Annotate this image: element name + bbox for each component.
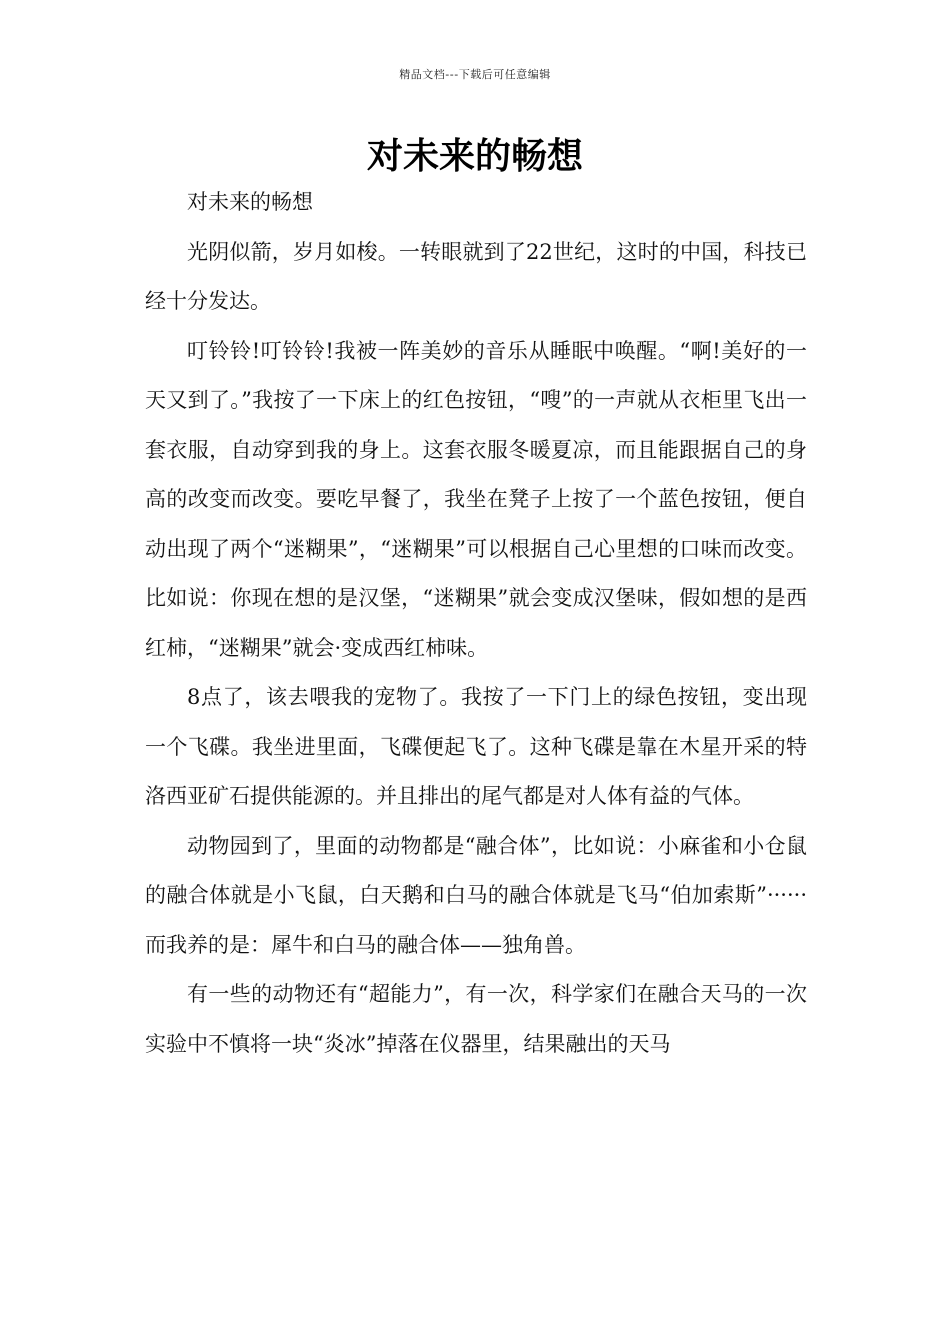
document-title: 对未来的畅想: [366, 136, 583, 177]
paragraph: 对未来的畅想: [187, 190, 313, 214]
paragraph: 8点了，该去喂我的宠物了。我按了一下门上的绿色按钮，变出现一个飞碟。我坐进里面，飞碟便起飞了。这种飞碟是靠在木星开采的特洛西亚矿石提供能源的。并且排出的尾气都是对人体有益的气体。: [145, 685, 807, 808]
paragraph: 叮铃铃!叮铃铃!我被一阵美妙的音乐从睡眠中唤醒。“啊!美好的一天又到了。”我按了一下床上的红色按钮，“嗖”的一声就从衣柜里飞出一套衣服，自动穿到我的身上。这套衣服冬暖夏凉，而且能跟据自己的身高的改变而改变。要吃早餐了，我坐在凳子上按了一个蓝色按钮，便自动出现了两个“迷糊果”，“迷糊果”可以根据自己心里想的口味而改变。比如说：你现在想的是汉堡，“迷糊果”就会变成汉堡味，假如想的是西红柿，“迷糊果”就会·变成西红柿味。: [145, 338, 807, 660]
document-body: [145, 178, 807, 1069]
header-note: 精品文档---下载后可任意编辑: [399, 68, 551, 81]
paragraph: 动物园到了，里面的动物都是“融合体”，比如说：小麻雀和小仓鼠的融合体就是小飞鼠，白天鹅和白马的融合体就是飞马“伯加索斯”······而我养的是：犀牛和白马的融合体——独角兽。: [145, 833, 807, 957]
paragraph: 光阴似箭，岁月如梭。一转眼就到了22世纪，这时的中国，科技已经十分发达。: [145, 239, 807, 313]
paragraph: 有一些的动物还有“超能力”，有一次，科学家们在融合天马的一次实验中不慎将一块“炎冰”掉落在仪器里，结果融出的天马: [145, 982, 807, 1056]
